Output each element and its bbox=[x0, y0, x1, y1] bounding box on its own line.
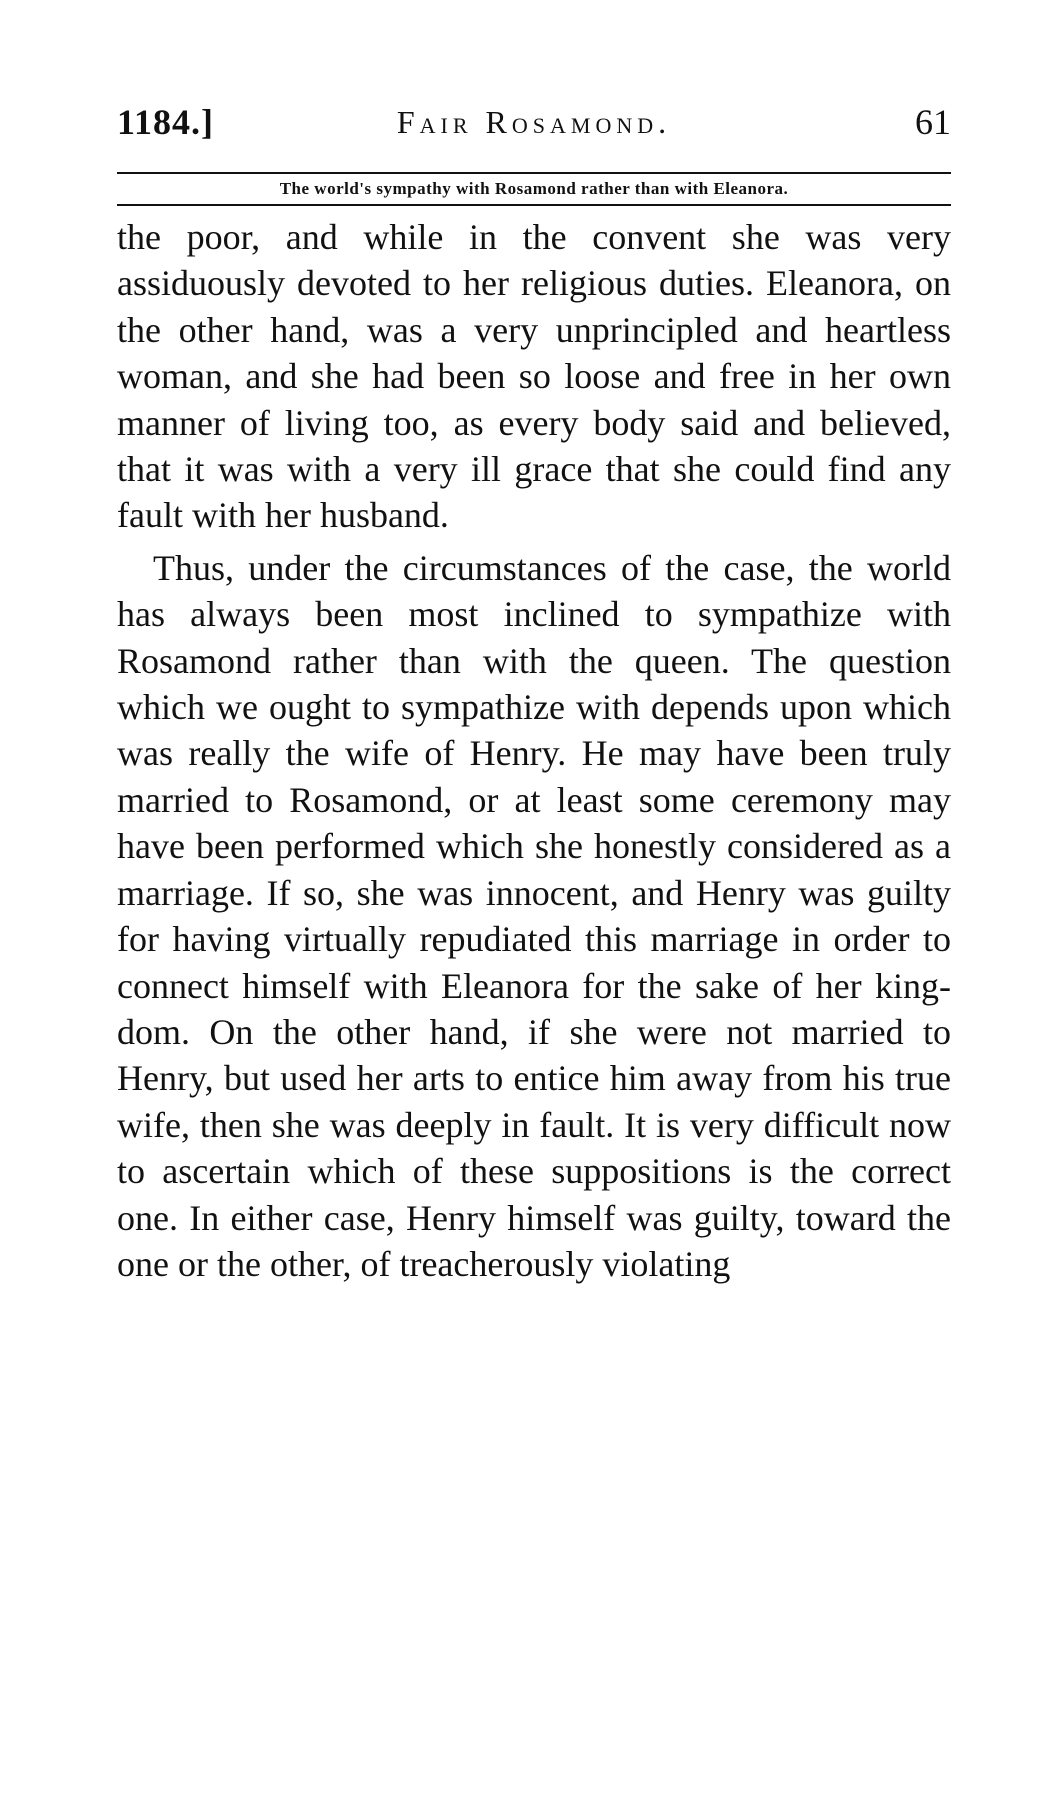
running-header bbox=[117, 100, 951, 164]
paragraph-continued: the poor, and while in the convent she was very assiduously devoted to her religious duties. Eleanora, on the other hand, was a very unprincipled and heartless woman, and she had been so loose and free in her own manner of living too, as every body said and believed, that it was with a very ill grace that she could find any fault with her husband. bbox=[117, 217, 951, 536]
section-subheading: The world's sympathy with Rosamond rather than with Eleanora. bbox=[279, 179, 789, 198]
header-rule-bottom bbox=[117, 204, 951, 206]
body-text bbox=[117, 214, 951, 1287]
header-title: Fair Rosamond. bbox=[396, 104, 672, 140]
header-year: 1184.] bbox=[117, 102, 215, 142]
book-page bbox=[117, 100, 951, 1287]
page-number: 61 bbox=[915, 102, 951, 142]
paragraph: Thus, under the circumstances of the case, the world has always been most inclined to sympathize with Rosamond rather than with the queen. The question which we ought to sympathize with depends upon which was really the wife of Henry. He may have been truly married to Rosamond, or at least some ceremony may have been performed which she honestly considered as a marriage. If so, she was innocent, and Henry was guilty for having virtually repudiated this marriage in order to connect himself with Eleanora for the sake of her kingdom. On the other hand, if she were not married to Henry, but used her arts to entice him away from his true wife, then she was deeply in fault. It is very difficult now to ascertain which of these suppositions is the correct one. In either case, Henry himself was guilty, toward the one or the other, of treacherously violating bbox=[117, 547, 951, 1284]
